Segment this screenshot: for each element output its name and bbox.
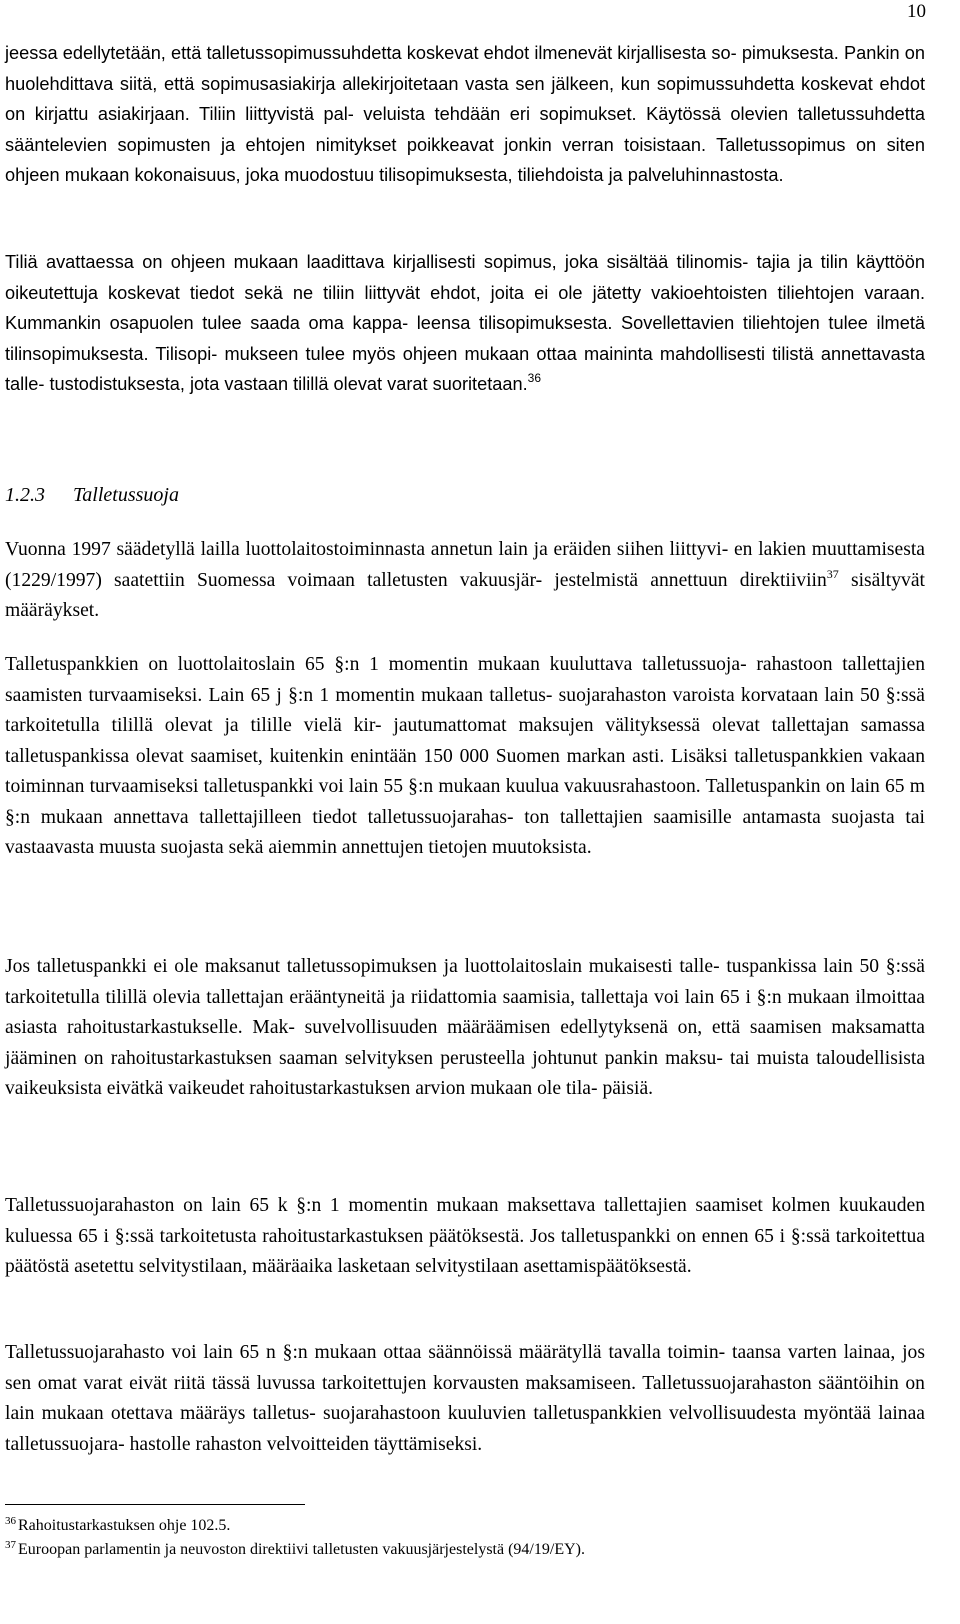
text-line: tustodistuksesta, jota vastaan tilillä olevat varat suoritetaan. — [49, 374, 528, 394]
section-heading — [5, 483, 925, 507]
text-line: jätetty vakioehtoisten tiliehtojen varaan. Kummankin osapuolen tulee saada oma kappa- — [5, 282, 925, 333]
paragraph-2 — [5, 247, 925, 400]
paragraph-4 — [5, 650, 925, 864]
text-line: päisiä. — [602, 1078, 654, 1099]
paragraph-7 — [5, 1338, 925, 1460]
text-line: taloudellisista vaikeuksista eivätkä vaikeudet rahoitustarkastuksen arvion mukaan ole tila- — [5, 1047, 926, 1099]
text-line: Talletussuojarahaston on lain 65 k §:n 1 momentin mukaan maksettava tallettajien saamiset — [5, 1195, 763, 1216]
text-line: jautumattomat maksujen välityksessä olevat tallettajan samassa talletuspankissa olevat — [5, 715, 925, 767]
footnote-divider — [5, 1504, 305, 1505]
text-line: Talletuspankin on lain 65 m §:n mukaan annettava tallettajilleen tiedot talletussuojarahas- — [5, 776, 925, 828]
text-line: mukaan kokonaisuus, joka muodostuu tilisopimuksesta, tiliehdoista ja palveluhinnastosta. — [64, 165, 784, 185]
text-line: maksamiseen. Talletussuojarahaston sääntöihin on lain mukaan otettava määräys talletus- — [5, 1372, 925, 1424]
text-line: suojarahastoon kuuluvien talletuspankkien velvollisuudesta myöntää lainaa talletussuojara- — [5, 1403, 925, 1455]
footnote-ref-37[interactable]: 37 — [826, 566, 839, 581]
text-line: mukseen tulee myös ohjeen mukaan ottaa maininta mahdollisesti tilistä annettavasta talle- — [5, 343, 925, 394]
text-line: Talletuspankkien on luottolaitoslain 65 §:n 1 momentin mukaan kuuluttava talletussuoja- — [5, 654, 747, 675]
text-line: jestelmistä annettuun direktiiviin — [554, 569, 827, 591]
text-line: jälkeen, kun sopimussuhdetta koskevat ehdot on kirjattu asiakirjaan. Tiliin liittyvistä pal- — [5, 73, 926, 124]
text-line: saamisia, tallettaja voi lain 65 i §:n mukaan ilmoittaa asiasta rahoitustarkastukselle. Mak- — [5, 986, 925, 1038]
text-line: talletuspankki on ennen 65 i §:ssä tarkoitettua päätöstä asetettu selvitystilaan, määräaika — [5, 1225, 925, 1277]
page-number: 10 — [907, 1, 926, 22]
paragraph-4-text — [5, 650, 925, 864]
text-line: en lakien muuttamisesta (1229/1997) saatettiin Suomessa voimaan talletusten vakuusjär- — [5, 539, 925, 591]
paragraph-3-text — [5, 535, 925, 627]
text-line: rahoitustarkastuksen saaman selvityksen perusteella johtunut pankin maksu- tai muista — [110, 1047, 810, 1069]
paragraph-1 — [5, 38, 925, 191]
footnote-number: 37 — [5, 1539, 16, 1551]
text-line: ja ehtojen nimitykset poikkeavat jonkin verran toisistaan. Talletussopimus on siten ohjeen — [5, 134, 926, 185]
paragraph-7-text — [5, 1338, 925, 1460]
text-line: kolmen kuukauden kuluessa 65 i §:ssä tarkoitetusta rahoitustarkastuksen päätöksestä. Jos — [5, 1195, 925, 1247]
text-line: ton tallettajien saamisille antamasta suojasta tai vastaavasta muusta suojasta sekä aiemmin — [5, 806, 925, 858]
text-line: toiminnan turvaamiseksi talletuspankki voi lain 55 §:n mukaan kuulua vakuusrahastoon. — [5, 776, 701, 797]
footnote-37 — [5, 1541, 585, 1559]
paragraph-5 — [5, 952, 925, 1105]
section-number: 1.2.3 — [5, 484, 45, 506]
footnote-text: Euroopan parlamentin ja neuvoston direktiivi talletusten vakuusjärjestelystä (94/19/EY). — [18, 1541, 585, 1558]
footnote-ref-36[interactable]: 36 — [527, 371, 542, 385]
paragraph-2-text — [5, 247, 925, 400]
text-line: pimuksesta. Pankin on huolehdittava siitä, että sopimusasiakirja allekirjoitetaan vasta sen — [5, 43, 925, 94]
section-heading-text — [5, 483, 925, 507]
text-line: Jos talletuspankki ei ole maksanut talletussopimuksen ja luottolaitoslain mukaisesti talle- — [5, 956, 720, 977]
text-line: tajia ja tilin käyttöön oikeutettuja koskevat tiedot sekä ne tiliin liittyvät ehdot, joita ei ole — [5, 252, 925, 303]
text-line: Tiliä avattaessa on ohjeen mukaan laadittava kirjallisesti sopimus, joka sisältää tilinomis- — [5, 252, 749, 272]
paragraph-6 — [5, 1191, 925, 1283]
text-line: taansa varten lainaa, jos sen omat varat eivät riitä tässä luvussa tarkoitettujen korvausten — [5, 1342, 925, 1394]
text-line: saamiset, kuitenkin enintään 150 000 Suomen markan asti. Lisäksi talletuspankkien vakaan — [190, 745, 926, 767]
text-line: veluista tehdään eri sopimukset. Käytössä olevien talletussuhdetta sääntelevien sopimusten — [5, 104, 925, 155]
footnote-text: Rahoitustarkastuksen ohje 102.5. — [18, 1517, 231, 1534]
footnote-number: 36 — [5, 1515, 16, 1527]
text-line: jeessa edellytetään, että talletussopimussuhdetta koskevat ehdot ilmenevät kirjallisesta so- — [5, 43, 737, 63]
footnote-36 — [5, 1517, 230, 1535]
paragraph-5-text — [5, 952, 925, 1105]
text-line: lasketaan selvitystilaan asettamispäätöksestä. — [337, 1256, 692, 1277]
text-line: hastolle rahaston velvoitteiden täyttämiseksi. — [129, 1433, 483, 1455]
paragraph-3 — [5, 535, 925, 627]
text-line: suvelvollisuuden määräämisen edellytyksenä on, että saamisen maksamatta jääminen on — [5, 1017, 925, 1069]
text-line: tuspankissa lain 50 §:ssä tarkoitetulla tilillä olevia tallettajan erääntyneitä ja riidattomia — [5, 956, 925, 1008]
section-title: Talletussuoja — [73, 484, 179, 506]
paragraph-6-text — [5, 1191, 925, 1283]
text-line: rahastoon tallettajien saamisten turvaamiseksi. Lain 65 j §:n 1 momentin mukaan talletus- — [5, 654, 925, 706]
text-line: annettujen tietojen muutoksista. — [341, 837, 592, 858]
text-line: sisältyvät määräykset. — [5, 569, 925, 621]
text-line: Vuonna 1997 säädetyllä lailla luottolaitostoiminnasta annetun lain ja eräiden siihen liittyvi- — [5, 539, 729, 560]
text-line: Talletussuojarahasto voi lain 65 n §:n mukaan ottaa säännöissä määrätyllä tavalla toimin- — [5, 1342, 726, 1363]
text-line: leensa tilisopimuksesta. Sovellettavien tiliehtojen tulee ilmetä tilinsopimuksesta. Tilisopi- — [5, 313, 925, 364]
paragraph-1-text — [5, 38, 925, 191]
text-line: suojarahaston varoista korvataan lain 50 §:ssä tarkoitetulla tilillä olevat ja tilille vielä kir- — [5, 684, 925, 736]
